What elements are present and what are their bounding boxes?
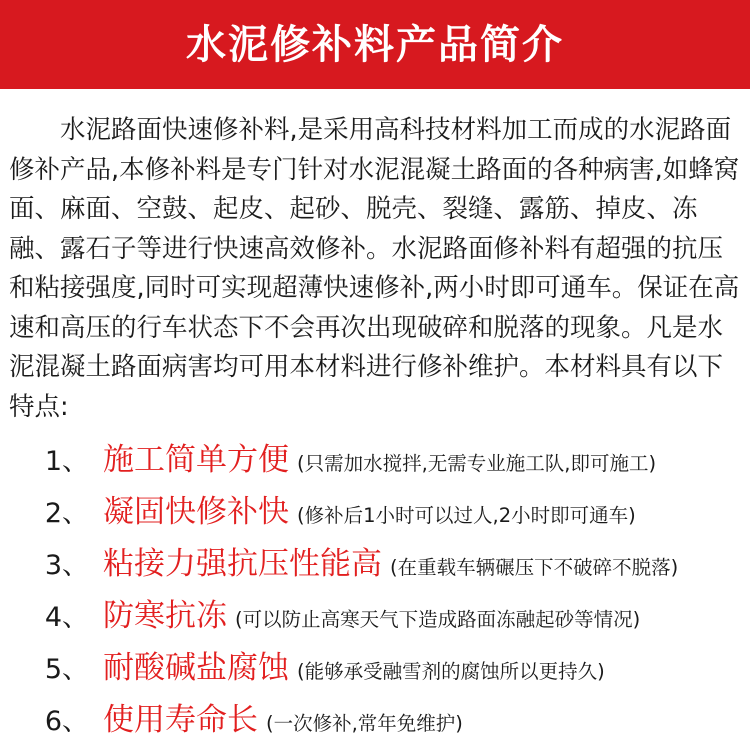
feature-note: (可以防止高寒天气下造成路面冻融起砂等情况) xyxy=(235,608,641,631)
feature-separator: 、 xyxy=(62,550,89,581)
banner-divider xyxy=(0,89,750,93)
feature-separator: 、 xyxy=(62,706,89,737)
feature-name: 防寒抗冻 xyxy=(103,598,227,634)
feature-note: (在重载车辆碾压下不破碎不脱落) xyxy=(390,556,679,579)
feature-separator: 、 xyxy=(62,498,89,529)
feature-separator: 、 xyxy=(62,654,89,685)
feature-separator: 、 xyxy=(62,602,89,633)
feature-name: 粘接力强抗压性能高 xyxy=(103,546,382,582)
page-title: 水泥修补料产品简介 xyxy=(186,22,564,68)
feature-number: 3 xyxy=(44,550,62,581)
feature-name: 使用寿命长 xyxy=(103,702,258,738)
title-banner xyxy=(0,0,750,89)
feature-note: (修补后1小时可以过人,2小时即可通车) xyxy=(297,504,636,527)
intro-paragraph: 水泥路面快速修补料,是采用高科技材料加工而成的水泥路面修补产品,本修补料是专门针对水泥混凝土路面的各种病害,如蜂窝面、麻面、空鼓、起皮、起砂、脱壳、裂缝、露筋、掉皮、冻融、露石子等进行快速高效修补。水泥路面修补料有超强的抗压和粘接强度,同时可实现超薄快速修补,两小时即可通车。保证在高速和高压的行车状态下不会再次出现破碎和脱落的现象。凡是水泥混凝土路面病害均可用本材料进行修补维护。本材料具有以下特点: xyxy=(9,115,740,422)
feature-item xyxy=(0,642,750,692)
feature-note: (能够承受融雪剂的腐蚀所以更持久) xyxy=(297,660,605,683)
feature-note: (一次修补,常年免维护) xyxy=(266,712,463,735)
feature-number: 5 xyxy=(44,654,62,685)
feature-number: 2 xyxy=(44,498,62,529)
feature-name: 凝固快修补快 xyxy=(103,494,289,530)
feature-name: 施工简单方便 xyxy=(103,442,289,478)
feature-item xyxy=(0,538,750,588)
feature-item xyxy=(0,694,750,744)
feature-item xyxy=(0,434,750,484)
feature-separator: 、 xyxy=(62,446,89,477)
feature-number: 1 xyxy=(44,446,62,477)
feature-item xyxy=(0,486,750,536)
feature-number: 4 xyxy=(44,602,62,633)
feature-item xyxy=(0,590,750,640)
feature-note: (只需加水搅拌,无需专业施工队,即可施工) xyxy=(297,452,657,475)
feature-name: 耐酸碱盐腐蚀 xyxy=(103,650,289,686)
feature-number: 6 xyxy=(44,706,62,737)
